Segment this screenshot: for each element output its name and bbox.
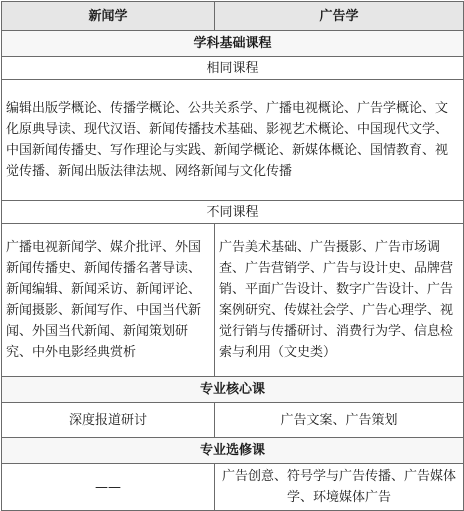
diff-title-row — [2, 201, 464, 224]
elective-courses-advertising: 广告创意、符号学与广告传播、广告媒体学、环境媒体广告 — [215, 464, 464, 511]
different-courses-advertising: 广告美术基础、广告摄影、广告市场调查、广告营销学、广告与设计史、品牌营销、平面广告设计、数字广告设计、广告案例研究、传媒社会学、广告心理学、视觉行销与传播研讨、消费行为学、信息检索与利用（文史类） — [215, 224, 464, 377]
header-journalism: 新闻学 — [2, 2, 215, 31]
core-section-row — [2, 377, 464, 403]
elective-courses-row — [2, 464, 464, 511]
diff-courses-row — [2, 224, 464, 377]
different-courses-journalism: 广播电视新闻学、媒介批评、外国新闻传播史、新闻传播名著导读、新闻编辑、新闻采访、新闻评论、新闻摄影、新闻写作、中国当代新闻、外国当代新闻、新闻策划研究、中外电影经典赏析 — [2, 224, 215, 377]
elective-section-row — [2, 438, 464, 464]
section-core-courses: 专业核心课 — [2, 377, 464, 403]
same-title-row — [2, 57, 464, 80]
section-basic-courses: 学科基础课程 — [2, 31, 464, 57]
section-elective-courses: 专业选修课 — [2, 438, 464, 464]
same-courses-list: 编辑出版学概论、传播学概论、公共关系学、广播电视概论、广告学概论、文化原典导读、现代汉语、新闻传播技术基础、影视艺术概论、中国现代文学、中国新闻传播史、写作理论与实践、新闻学概论、新媒体概论、国情教育、视觉传播、新闻出版法律法规、网络新闻与文化传播 — [2, 80, 464, 201]
curriculum-table — [1, 1, 464, 511]
header-row — [2, 2, 464, 31]
core-courses-advertising: 广告文案、广告策划 — [215, 403, 464, 438]
core-courses-journalism: 深度报道研讨 — [2, 403, 215, 438]
core-courses-row — [2, 403, 464, 438]
elective-courses-journalism: —— — [2, 464, 215, 511]
basic-section-row — [2, 31, 464, 57]
different-courses-title: 不同课程 — [2, 201, 464, 224]
header-advertising: 广告学 — [215, 2, 464, 31]
same-courses-row — [2, 80, 464, 201]
same-courses-title: 相同课程 — [2, 57, 464, 80]
